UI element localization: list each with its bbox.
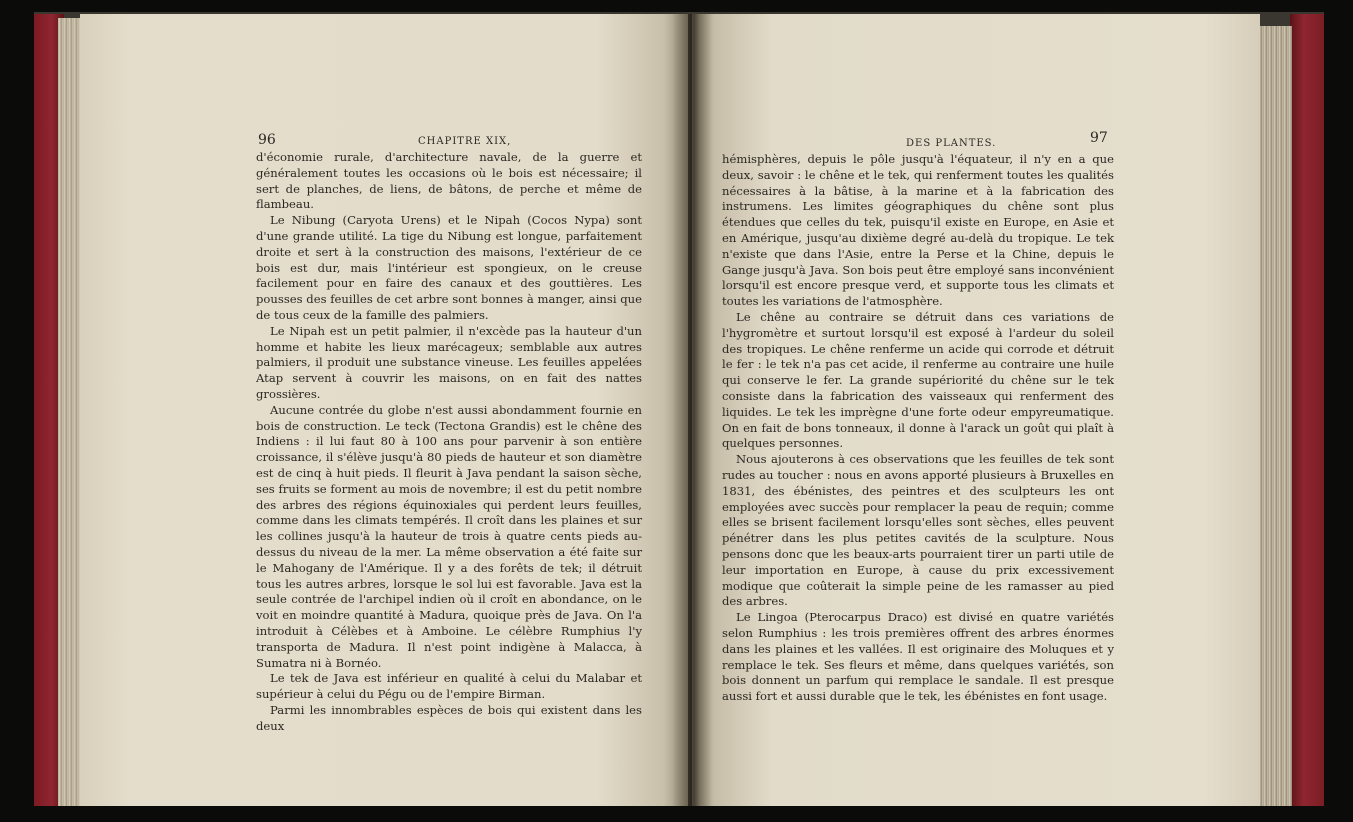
- right-page: [692, 14, 1260, 810]
- page-edges-right: [1258, 26, 1292, 810]
- left-text: [256, 150, 642, 734]
- right-text: [722, 152, 1114, 705]
- paragraph: Le Nipah est un petit palmier, il n'excède pas la hauteur d'un homme et habite les lieux marécageux; semblable aux autres palmiers, il produit une substance vineuse. Les feuilles appelées Atap servent à couvrir les maisons, on en fait des nattes grossières.: [256, 323, 642, 401]
- page-number-right: 97: [1090, 130, 1108, 146]
- paragraph: Le tek de Java est inférieur en qualité à celui du Malabar et supérieur à celui du Pégu ou de l'empire Birman.: [256, 671, 642, 702]
- page-number-left: 96: [258, 132, 276, 148]
- left-page: [80, 14, 688, 810]
- paragraph: d'économie rurale, d'architecture navale, de la guerre et généralement toutes les occasions où le bois est nécessaire; il sert de planches, de liens, de bâtons, de perche et même de flambeau.: [256, 150, 642, 212]
- paragraph: Le Lingoa (Pterocarpus Draco) est divisé en quatre variétés selon Rumphius : les trois premières offrent des arbres énormes dans les plaines et les vallées. Il est originaire des Moluques et y remplace le tek. Ses fleurs et même, dans quelques variétés, son bois donnent un parfum qui remplace le sandale. Il est presque aussi fort et aussi durable que le tek, les ébénistes en font usage.: [722, 610, 1114, 704]
- paragraph: Aucune contrée du globe n'est aussi abondamment fournie en bois de construction. Le teck (Tectona Grandis) est le chêne des Indiens : il lui faut 80 à 100 ans pour parvenir à son entière croissance, il s'élève jusqu'à 80 pieds de hauteur et son diamètre est de cinq à huit pieds. Il fleurit à Java pendant la saison sèche, ses fruits se forment au mois de novembre; il est du petit nombre des arbres des régions équinoxiales qui perdent leurs feuilles, comme dans les climats tempérés. Il croît dans les plaines et sur les collines jusqu'à la hauteur de trois à quatre cents pieds au-dessus du niveau de la mer. La même observation a été faite sur le Mahogany de l'Amérique. Il y a des forêts de tek; il détruit tous les autres arbres, lorsque le sol lui est favorable. Java est la seule contrée de l'archipel indien où il croît en abondance, on le voit en moindre quantité à Madura, quoique près de Java. On l'a introduit à Célèbes et à Amboine. Le célèbre Rumphius l'y transporta de Madura. Il n'est point indigène à Malacca, à Sumatra ni à Bornéo.: [256, 402, 642, 670]
- paragraph: Parmi les innombrables espèces de bois qui existent dans les deux: [256, 702, 642, 733]
- cover-right: [1290, 14, 1324, 814]
- paragraph: hémisphères, depuis le pôle jusqu'à l'équateur, il n'y en a que deux, savoir : le chêne et le tek, qui renferment toutes les qualités nécessaires à la bâtise, à la marine et à la fabrication des instrumens. Les limites géographiques du chêne sont plus étendues que celles du tek, puisqu'il existe en Europe, en Asie et en Amérique, jusqu'au dixième degré au-delà du tropique. Le tek n'existe que dans l'Asie, entre la Perse et la Chine, depuis le Gange jusqu'à Java. Son bois peut être employé sans inconvénient lorsqu'il est encore presque verd, et supporte tous les climats et toutes les variations de l'atmosphère.: [722, 152, 1114, 309]
- running-head-left: CHAPITRE XIX,: [418, 136, 512, 147]
- book-spine-gutter: [672, 14, 712, 810]
- paragraph: Nous ajouterons à ces observations que les feuilles de tek sont rudes au toucher : nous en avons apporté plusieurs à Bruxelles en 1831, des ébénistes, des peintres et des sculpteurs les ont employées avec succès pour remplacer la peau de requin; comme elles se brisent facilement lorsqu'elles sont sèches, elles peuvent pénétrer dans les plus petites cavités de la sculpture. Nous pensons donc que les beaux-arts pourraient tirer un parti utile de leur importation en Europe, à cause du prix excessivement modique que coûterait la simple peine de les ramasser au pied des arbres.: [722, 452, 1114, 609]
- paragraph: Le Nibung (Caryota Urens) et le Nipah (Cocos Nypa) sont d'une grande utilité. La tige du Nibung est longue, parfaitement droite et sert à la construction des maisons, l'extérieur de ce bois est dur, mais l'intérieur est spongieux, on le creuse facilement pour en faire des canaux et des gouttières. Les pousses des feuilles de cet arbre sont bonnes à manger, ainsi que de tous ceux de la famille des palmiers.: [256, 213, 642, 322]
- page-edges-left: [58, 18, 80, 810]
- paragraph: Le chêne au contraire se détruit dans ces variations de l'hygromètre et surtout lorsqu'il est exposé à l'ardeur du soleil des tropiques. Le chêne renferme un acide qui corrode et détruit le fer : le tek n'a pas cet acide, il renferme au contraire une huile qui conserve le fer. La grande supériorité du chêne sur le tek consiste dans la fabrication des vaisseaux qui renferment des liquides. Le tek les imprègne d'une forte odeur empyreumatique. On en fait de bons tonneaux, il donne à l'arack un goût qui plaît à quelques personnes.: [722, 309, 1114, 451]
- running-head-right: DES PLANTES.: [906, 138, 997, 149]
- bottom-shadow: [34, 806, 1324, 822]
